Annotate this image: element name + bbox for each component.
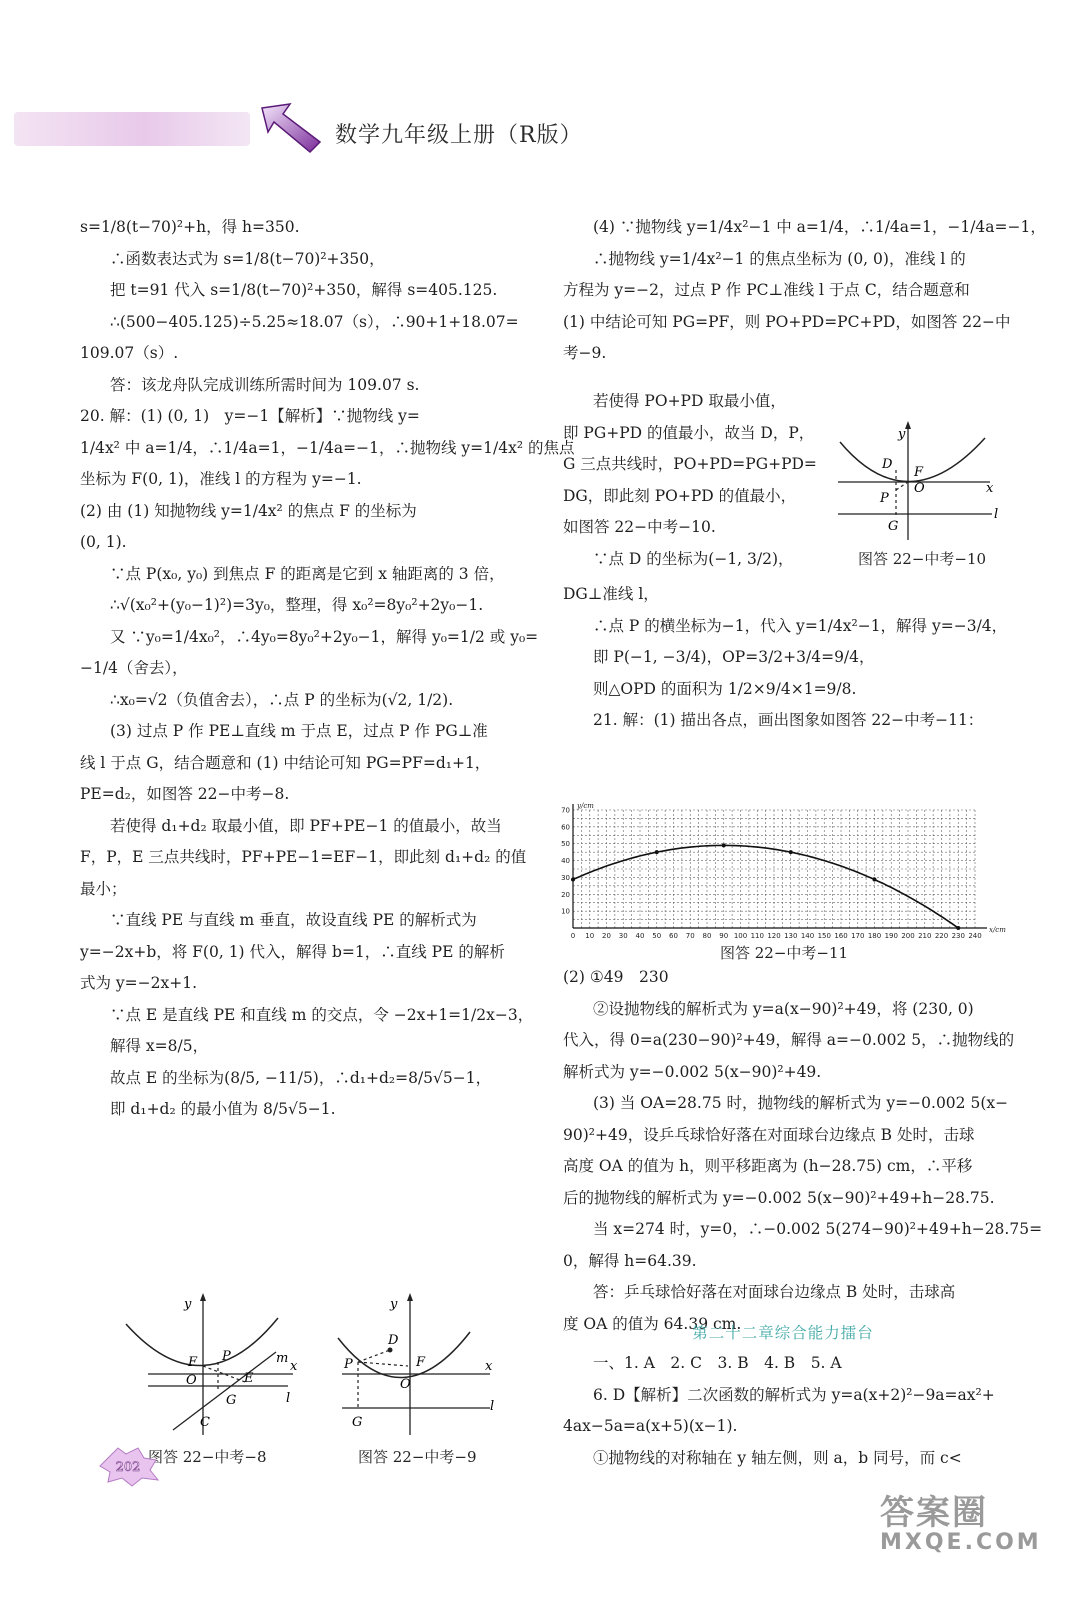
label-y: y <box>898 427 906 442</box>
right-text-column-wrap <box>563 386 823 575</box>
caption-fig-22-11: 图答 22−中考−11 <box>720 944 849 962</box>
x-tick-label: 160 <box>834 932 848 940</box>
section-title: 第二十二章综合能力擂台 <box>692 1324 874 1342</box>
x-tick-label: 70 <box>685 932 695 940</box>
arrow-icon <box>258 100 328 156</box>
text-line: 一、1. A 2. C 3. B 4. B 5. A <box>593 1354 842 1372</box>
label-O: O <box>186 1373 197 1388</box>
watermark-line1: 答案圈 <box>880 1493 988 1533</box>
page-number-badge <box>96 1446 160 1486</box>
text-line: 最小； <box>80 879 127 898</box>
label-O: O <box>400 1377 411 1392</box>
text-line: 代入，得 0=a(230−90)²+49，解得 a=−0.002 5，∴抛物线的 <box>563 1031 1015 1049</box>
y-tick-label: 30 <box>561 873 570 882</box>
label-P: P <box>344 1357 353 1372</box>
text-line: 若使得 d₁+d₂ 取最小值，即 PF+PE−1 的值最小，故当 <box>110 816 502 835</box>
x-tick-label: 110 <box>750 932 764 940</box>
x-tick-label: 30 <box>618 932 628 940</box>
x-tick-label: 240 <box>968 932 982 940</box>
label-x: x <box>290 1359 298 1374</box>
x-tick-label: 190 <box>884 932 898 940</box>
text-line: 高度 OA 的值为 h，则平移距离为 (h−28.75) cm，∴平移 <box>563 1157 973 1175</box>
text-line: 即 P(−1, −3/4)，OP=3/2+3/4=9/4， <box>593 648 875 666</box>
text-line: ∵点 E 是直线 PE 和直线 m 的交点，令 −2x+1=1/2x−3， <box>110 1005 534 1024</box>
text-line: ∴√(x₀²+(y₀−1)²)=3y₀，整理，得 x₀²=8y₀²+2y₀−1. <box>110 596 484 614</box>
right-text-column-top <box>563 212 1046 370</box>
text-line: PE=d₂，如图答 22−中考−8. <box>80 785 290 803</box>
label-P: P <box>880 491 889 506</box>
x-tick-label: 90 <box>719 932 729 940</box>
figure-22-11-chart <box>555 800 1006 940</box>
right-text-column-end <box>563 1348 1003 1474</box>
right-text-column-bottom <box>563 962 1043 1340</box>
label-F: F <box>416 1355 426 1370</box>
label-O: O <box>914 481 925 496</box>
right-text-column-mid <box>563 579 1008 737</box>
caption-fig-22-8: 图答 22−中考−8 <box>148 1448 267 1466</box>
figure-22-9 <box>330 1290 520 1440</box>
y-tick-label: 50 <box>561 840 570 849</box>
x-tick-label: 210 <box>918 932 932 940</box>
y-tick-label: 20 <box>561 890 570 899</box>
text-line: 解得 x=8/5， <box>110 1037 209 1055</box>
label-l: l <box>490 1399 495 1414</box>
text-line: 解析式为 y=−0.002 5(x−90)²+49. <box>563 1062 822 1081</box>
text-line: (1) 中结论可知 PG=PF，则 PO+PD=PC+PD，如图答 22−中 <box>563 312 1011 331</box>
label-C: C <box>200 1415 210 1430</box>
header-decoration-band <box>14 112 250 146</box>
text-line: 1/4x² 中 a=1/4，∴1/4a=1，−1/4a=−1，∴抛物线 y=1/4x² 的焦点 <box>80 438 575 457</box>
text-line: ∵点 P(x₀, y₀) 到焦点 F 的距离是它到 x 轴距离的 3 倍， <box>110 564 505 583</box>
text-line: ∵直线 PE 与直线 m 垂直，故设直线 PE 的解析式为 <box>110 911 477 929</box>
text-line: y=−2x+b，将 F(0, 1) 代入，解得 b=1，∴直线 PE 的解析 <box>80 942 505 961</box>
text-line: 式为 y=−2x+1. <box>80 974 198 992</box>
label-F: F <box>188 1355 198 1370</box>
label-P: P <box>222 1349 231 1364</box>
x-tick-label: 140 <box>800 932 815 940</box>
text-line: 方程为 y=−2，过点 P 作 PC⊥准线 l 于点 C，结合题意和 <box>563 281 970 299</box>
parabola <box>840 438 985 482</box>
label-l: l <box>994 507 999 522</box>
page-number: 202 <box>115 1460 141 1475</box>
text-line: ∴(500−405.125)÷5.25≈18.07（s），∴90+1+18.07= <box>110 312 519 331</box>
data-point <box>655 850 659 854</box>
text-line: 则△OPD 的面积为 1/2×9/4×1=9/8. <box>593 679 857 698</box>
label-D: D <box>388 1333 399 1348</box>
text-line: DG⊥准线 l， <box>563 585 659 603</box>
label-y: y <box>390 1297 398 1312</box>
text-line: ∴抛物线 y=1/4x²−1 的焦点坐标为 (0, 0)，准线 l 的 <box>593 249 966 268</box>
x-tick-label: 220 <box>934 932 949 940</box>
x-tick-label: 150 <box>817 932 831 940</box>
text-line: 线 l 于点 G，结合题意和 (1) 中结论可知 PG=PF=d₁+1， <box>80 753 491 772</box>
text-line: 如图答 22−中考−10. <box>563 518 716 536</box>
x-tick-label: 230 <box>951 932 965 940</box>
figure-22-8 <box>118 1290 308 1440</box>
watermark <box>880 1485 1042 1555</box>
y-tick-label: 10 <box>561 907 570 916</box>
text-line: (3) 过点 P 作 PE⊥直线 m 于点 E，过点 P 作 PG⊥准 <box>110 722 488 740</box>
label-y: y <box>184 1297 192 1312</box>
data-point <box>789 850 793 854</box>
x-tick-label: 120 <box>767 932 781 940</box>
x-tick-label: 50 <box>652 932 662 940</box>
text-line: (3) 当 OA=28.75 时，抛物线的解析式为 y=−0.002 5(x− <box>593 1094 1009 1112</box>
text-line: 109.07（s）. <box>80 344 179 362</box>
label-D: D <box>882 457 893 472</box>
text-line: 即 PG+PD 的值最小，故当 D，P， <box>563 423 815 442</box>
text-line: 当 x=274 时，y=0，∴−0.002 5(274−90)²+49+h−28.75= <box>593 1220 1043 1238</box>
text-line: 4ax−5a=a(x+5)(x−1). <box>563 1417 738 1435</box>
text-line: ①抛物线的对称轴在 y 轴左侧，则 a，b 同号，而 c< <box>593 1448 962 1467</box>
text-line: 若使得 PO+PD 取最小值， <box>593 392 786 410</box>
text-line: 故点 E 的坐标为(8/5, −11/5)，∴d₁+d₂=8/5√5−1， <box>110 1068 492 1087</box>
text-line: −1/4（舍去）， <box>80 659 188 677</box>
data-point <box>956 926 960 930</box>
label-m: m <box>276 1351 289 1366</box>
x-tick-label: 40 <box>635 932 645 940</box>
label-E: E <box>244 1371 254 1386</box>
text-line: 答：该龙舟队完成训练所需时间为 109.07 s. <box>110 375 420 394</box>
text-line: F，P，E 三点共线时，PF+PE−1=EF−1，即此刻 d₁+d₂ 的值 <box>80 848 527 866</box>
label-G: G <box>888 519 899 534</box>
text-line: 后的抛物线的解析式为 y=−0.002 5(x−90)²+49+h−28.75. <box>563 1188 995 1207</box>
y-tick-label: 60 <box>561 823 570 832</box>
caption-fig-22-9: 图答 22−中考−9 <box>358 1448 477 1466</box>
text-line: ∴点 P 的横坐标为−1，代入 y=1/4x²−1，解得 y=−3/4， <box>593 616 1008 635</box>
text-line: 度 OA 的值为 64.39 cm. <box>563 1314 742 1333</box>
text-line: ∴函数表达式为 s=1/8(t−70)²+350， <box>110 249 385 268</box>
text-line: 又 ∵y₀=1/4x₀²，∴4y₀=8y₀²+2y₀−1，解得 y₀=1/2 或 y₀= <box>110 627 539 646</box>
x-tick-label: 20 <box>602 932 611 940</box>
text-line: (0, 1). <box>80 533 127 551</box>
text-line: 考−9. <box>563 344 607 362</box>
data-point <box>722 843 726 847</box>
label-x: x <box>485 1359 493 1374</box>
text-line: 即 d₁+d₂ 的最小值为 8/5√5−1. <box>110 1100 336 1118</box>
text-line: (2) ①49 230 <box>563 968 669 986</box>
page-header-title: 数学九年级上册（R版） <box>335 123 583 148</box>
text-line: ∵点 D 的坐标为(−1, 3/2)， <box>593 549 794 568</box>
x-tick-label: 130 <box>784 932 798 940</box>
text-line: 20. 解：(1) (0, 1) y=−1【解析】∵抛物线 y= <box>80 407 420 425</box>
x-tick-label: 170 <box>851 932 865 940</box>
text-line: G 三点共线时，PO+PD=PG+PD= <box>563 455 817 473</box>
x-tick-label: 80 <box>702 932 712 940</box>
x-tick-label: 200 <box>901 932 915 940</box>
label-x: x <box>986 481 994 496</box>
text-line: 6. D【解析】二次函数的解析式为 y=a(x+2)²−9a=ax²+ <box>593 1385 995 1404</box>
label-l: l <box>286 1391 291 1406</box>
text-line: (4) ∵抛物线 y=1/4x²−1 中 a=1/4，∴1/4a=1，−1/4a=−1， <box>593 218 1046 236</box>
y-tick-label: 40 <box>561 857 570 866</box>
text-line: 答：乒乓球恰好落在对面球台边缘点 B 处时，击球高 <box>593 1283 956 1301</box>
text-line: 90)²+49，设乒乓球恰好落在对面球台边缘点 B 处时，击球 <box>563 1125 975 1144</box>
x-tick-label: 0 <box>570 932 576 940</box>
parabola <box>126 1318 278 1366</box>
text-line: DG，即此刻 PO+PD 的值最小， <box>563 486 797 505</box>
y-axis-label: y/cm <box>577 802 594 810</box>
label-G: G <box>352 1415 363 1430</box>
label-G: G <box>226 1393 237 1408</box>
x-tick-label: 100 <box>733 932 748 940</box>
text-line: s=1/8(t−70)²+h，得 h=350. <box>80 218 300 236</box>
text-line: ②设抛物线的解析式为 y=a(x−90)²+49，将 (230, 0) <box>593 999 974 1018</box>
x-tick-label: 180 <box>867 932 882 940</box>
data-point <box>873 878 877 882</box>
text-line: 21. 解：(1) 描出各点，画出图象如图答 22−中考−11： <box>593 711 984 729</box>
text-line: 0，解得 h=64.39. <box>563 1251 697 1270</box>
text-line: ∴x₀=√2（负值舍去），∴点 P 的坐标为(√2, 1/2). <box>110 690 454 709</box>
x-axis-label: x/cm <box>989 926 1006 934</box>
text-line: (2) 由 (1) 知抛物线 y=1/4x² 的焦点 F 的坐标为 <box>80 501 417 520</box>
figure-22-10 <box>830 418 1010 543</box>
caption-fig-22-10: 图答 22−中考−10 <box>858 550 987 568</box>
x-tick-label: 60 <box>669 932 678 940</box>
watermark-line2: MXQE.COM <box>880 1530 1042 1555</box>
x-tick-label: 10 <box>585 932 595 940</box>
text-line: 把 t=91 代入 s=1/8(t−70)²+350，解得 s=405.125. <box>110 281 498 299</box>
data-point <box>571 878 575 882</box>
text-line: 坐标为 F(0, 1)，准线 l 的方程为 y=−1. <box>80 470 362 488</box>
y-tick-label: 70 <box>561 806 570 815</box>
label-F: F <box>914 465 924 480</box>
